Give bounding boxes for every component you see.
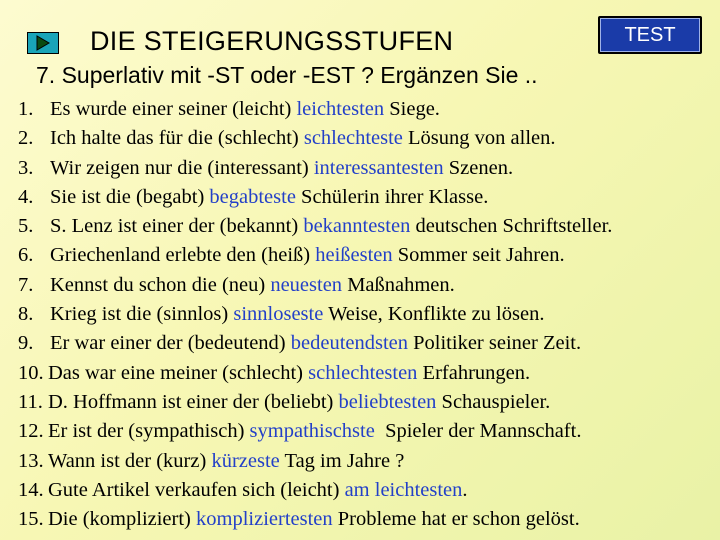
item-number: 7. bbox=[18, 273, 34, 296]
item-prompt: Ich halte das für die (schlecht) bbox=[50, 127, 304, 150]
test-button[interactable]: TEST bbox=[598, 16, 702, 54]
item-prompt: Das war eine meiner (schlecht) bbox=[48, 361, 309, 384]
item-answer: bekanntesten bbox=[303, 215, 411, 238]
item-rest: Tag im Jahre ? bbox=[279, 449, 405, 472]
exercise-item bbox=[18, 271, 612, 300]
item-number: 10. bbox=[18, 361, 44, 384]
item-rest: Erfahrungen. bbox=[417, 361, 531, 384]
item-rest: Politiker seiner Zeit. bbox=[408, 332, 582, 355]
item-text bbox=[48, 417, 581, 446]
item-answer: am leichtesten bbox=[344, 478, 463, 501]
item-answer: bedeutendsten bbox=[290, 332, 409, 355]
item-rest: Siege. bbox=[384, 98, 440, 120]
item-answer: kürzeste bbox=[211, 449, 280, 472]
item-prompt: Die (kompliziert) bbox=[48, 508, 197, 531]
item-number: 3. bbox=[18, 156, 34, 179]
exercise-item bbox=[18, 417, 612, 446]
item-rest: Probleme hat er schon gelöst. bbox=[332, 508, 580, 531]
exercise-item bbox=[18, 300, 612, 329]
item-rest: Schauspieler. bbox=[436, 390, 551, 413]
item-prompt: Wir zeigen nur die (interessant) bbox=[50, 156, 314, 179]
item-prompt: Sie ist die (begabt) bbox=[50, 185, 210, 208]
item-text bbox=[48, 359, 530, 388]
item-answer: kompliziertesten bbox=[196, 508, 333, 531]
item-number: 12. bbox=[18, 420, 44, 443]
page-title: DIE STEIGERUNGSSTUFEN bbox=[90, 26, 454, 56]
exercise-item bbox=[18, 388, 612, 417]
exercise-item bbox=[18, 329, 612, 358]
exercise-item bbox=[18, 95, 612, 124]
item-answer: beliebtesten bbox=[338, 390, 437, 413]
item-text bbox=[50, 241, 565, 270]
item-text bbox=[50, 329, 581, 358]
item-prompt: Gute Artikel verkaufen sich (leicht) bbox=[48, 478, 345, 501]
item-text bbox=[48, 505, 580, 534]
item-prompt: Griechenland erlebte den (heiß) bbox=[50, 244, 316, 267]
item-answer: neuesten bbox=[270, 273, 343, 296]
item-rest: Maßnahmen. bbox=[342, 273, 455, 296]
item-rest: Schülerin ihrer Klasse. bbox=[295, 185, 489, 208]
item-text bbox=[50, 300, 544, 329]
exercise-item bbox=[18, 124, 612, 153]
exercise-item bbox=[18, 212, 612, 241]
exercise-item bbox=[18, 505, 612, 534]
item-number: 13. bbox=[18, 449, 44, 472]
item-answer: sinnloseste bbox=[233, 303, 324, 326]
item-text bbox=[48, 388, 550, 417]
play-button[interactable] bbox=[27, 32, 59, 54]
item-text bbox=[50, 124, 556, 153]
item-number: 8. bbox=[18, 303, 34, 326]
exercise-list bbox=[18, 95, 612, 534]
exercise-item bbox=[18, 183, 612, 212]
item-answer: schlechteste bbox=[303, 127, 403, 150]
item-answer: interessantesten bbox=[313, 156, 444, 179]
item-prompt: Er ist der (sympathisch) bbox=[48, 420, 250, 443]
item-number: 6. bbox=[18, 244, 34, 267]
item-text bbox=[48, 447, 404, 476]
item-number: 9. bbox=[18, 332, 34, 355]
exercise-instruction: 7. Superlativ mit -ST oder -EST ? Ergänzen Sie .. bbox=[36, 62, 538, 88]
item-prompt: Kennst du schon die (neu) bbox=[50, 273, 271, 296]
item-rest: Lösung von allen. bbox=[402, 127, 556, 150]
item-number: 11. bbox=[18, 390, 43, 413]
item-text bbox=[50, 154, 513, 183]
item-rest: Spieler der Mannschaft. bbox=[374, 420, 582, 443]
item-rest: Weise, Konflikte zu lösen. bbox=[323, 303, 545, 326]
exercise-item bbox=[18, 476, 612, 505]
item-number: 2. bbox=[18, 127, 34, 150]
item-prompt: Es wurde einer seiner (leicht) bbox=[50, 98, 297, 120]
exercise-item bbox=[18, 241, 612, 270]
item-number: 4. bbox=[18, 185, 34, 208]
item-prompt: Krieg ist die (sinnlos) bbox=[50, 303, 234, 326]
item-text bbox=[50, 271, 455, 300]
item-rest: Szenen. bbox=[443, 156, 514, 179]
item-answer: schlechtesten bbox=[308, 361, 418, 384]
exercise-item bbox=[18, 154, 612, 183]
exercise-item bbox=[18, 447, 612, 476]
item-number: 5. bbox=[18, 215, 34, 238]
item-answer: begabteste bbox=[209, 185, 296, 208]
item-text bbox=[50, 95, 440, 124]
item-answer: heißesten bbox=[315, 244, 393, 267]
item-rest: . bbox=[462, 478, 468, 501]
item-prompt: Wann ist der (kurz) bbox=[48, 449, 212, 472]
item-rest: Sommer seit Jahren. bbox=[392, 244, 565, 267]
item-number: 14. bbox=[18, 478, 44, 501]
item-answer: sympathischste bbox=[249, 420, 375, 443]
item-number: 1. bbox=[18, 98, 34, 120]
play-arrow-icon bbox=[32, 34, 54, 52]
item-answer: leichtesten bbox=[296, 98, 385, 120]
item-text bbox=[50, 212, 612, 241]
item-prompt: D. Hoffmann ist einer der (beliebt) bbox=[48, 390, 339, 413]
item-prompt: S. Lenz ist einer der (bekannt) bbox=[50, 215, 304, 238]
item-number: 15. bbox=[18, 508, 44, 531]
item-rest: deutschen Schriftsteller. bbox=[410, 215, 613, 238]
exercise-item bbox=[18, 359, 612, 388]
item-prompt: Er war einer der (bedeutend) bbox=[50, 332, 291, 355]
item-text bbox=[48, 476, 468, 505]
item-text bbox=[50, 183, 488, 212]
